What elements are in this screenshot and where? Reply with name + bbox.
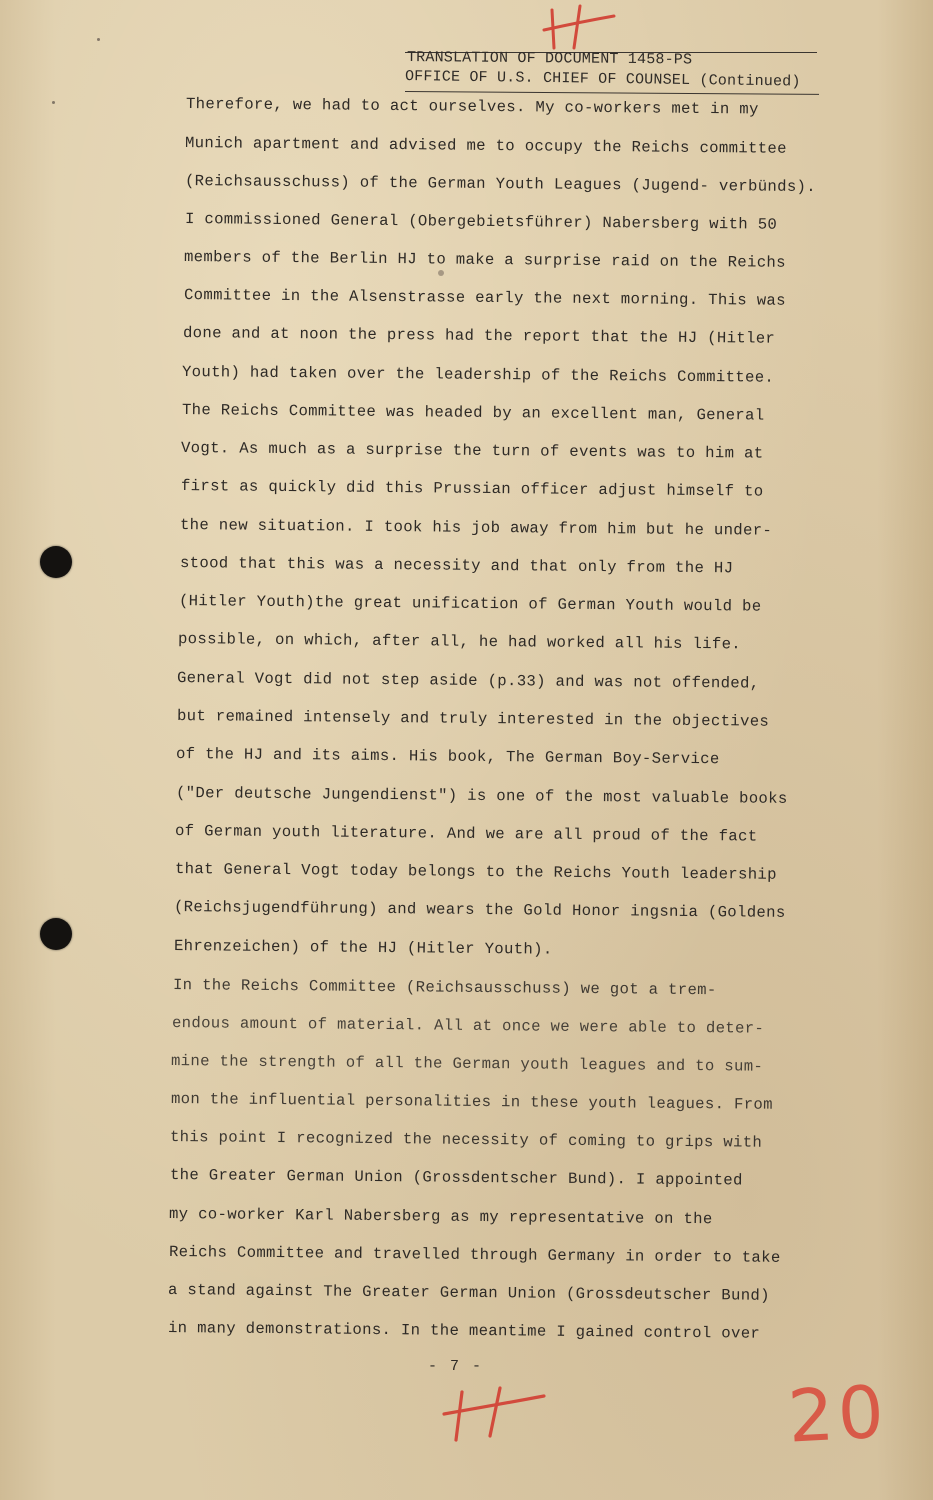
body-line: I commissioned General (Obergebietsführer) Nabersberg with 50 (184, 210, 778, 234)
body-line: mon the influential personalities in these youth leagues. From (170, 1090, 773, 1114)
body-line: (Reichsausschuss) of the German Youth Leagues (Jugend- verbünds). (184, 172, 817, 197)
body-line: endous amount of material. All at once we were able to deter- (171, 1014, 765, 1038)
page-number: - 7 - (428, 1358, 484, 1375)
body-line: first as quickly did this Prussian officer adjust himself to (180, 477, 764, 501)
body-line: Youth) had taken over the leadership of the Reichs Committee. (181, 363, 775, 387)
body-line: (Reichsjugendführung) and wears the Gold Honor ingsnia (Goldens (173, 898, 786, 922)
body-line: mine the strength of all the German youth leagues and to sum- (170, 1052, 764, 1076)
body-line: the Greater German Union (Grossdentscher Bund). I appointed (169, 1166, 743, 1190)
body-line: General Vogt did not step aside (p.33) and was not offended, (176, 669, 760, 693)
header-office-line: OFFICE OF U.S. CHIEF OF COUNSEL (Continued) (404, 68, 801, 91)
body-line: Vogt. As much as a surprise the turn of events was to him at (180, 439, 764, 463)
body-line: Committee in the Alsenstrasse early the next morning. This was (183, 286, 786, 310)
body-line: In the Reichs Committee (Reichsausschuss) we got a trem- (172, 976, 717, 1000)
body-line: but remained intensely and truly interested in the objectives (176, 707, 770, 731)
body-line: stood that this was a necessity and that only from the HJ (179, 554, 734, 578)
body-line: a stand against The Greater German Union (Grossdeutscher Bund) (167, 1281, 770, 1305)
body-line: The Reichs Committee was headed by an excellent man, General (181, 401, 765, 425)
body-line: that General Vogt today belongs to the Reichs Youth leadership (174, 860, 777, 884)
body-line: possible, on which, after all, he had worked all his life. (177, 630, 742, 654)
body-line: in many demonstrations. In the meantime I gained control over (167, 1319, 761, 1343)
body-line: ("Der deutsche Jungendienst") is one of the most valuable books (175, 784, 788, 808)
body-line: Reichs Committee and travelled through Germany in order to take (168, 1243, 781, 1267)
body-line: my co-worker Karl Nabersberg as my representative on the (168, 1205, 713, 1229)
red-stamp-number: 20 (785, 1369, 890, 1459)
body-line: Ehrenzeichen) of the HJ (Hitler Youth). (173, 937, 553, 959)
body-line: this point I recognized the necessity of coming to grips with (169, 1128, 763, 1152)
body-line: Munich apartment and advised me to occupy the Reichs committee (184, 134, 787, 158)
body-line: (Hitler Youth)the great unification of German Youth would be (178, 592, 762, 616)
red-initial-mark-bottom (440, 1384, 550, 1444)
body-line: Therefore, we had to act ourselves. My co-workers met in my (185, 95, 759, 119)
body-line: members of the Berlin HJ to make a surprise raid on the Reichs (183, 248, 786, 272)
header-translation-line: TRANSLATION OF DOCUMENT 1458-PS (406, 49, 693, 69)
body-line: the new situation. I took his job away from him but he under- (179, 516, 773, 540)
body-line: done and at noon the press had the report that the HJ (Hitler (182, 324, 776, 348)
body-line: of the HJ and its aims. His book, The German Boy-Service (175, 745, 720, 769)
body-line: of German youth literature. And we are all proud of the fact (174, 822, 758, 846)
